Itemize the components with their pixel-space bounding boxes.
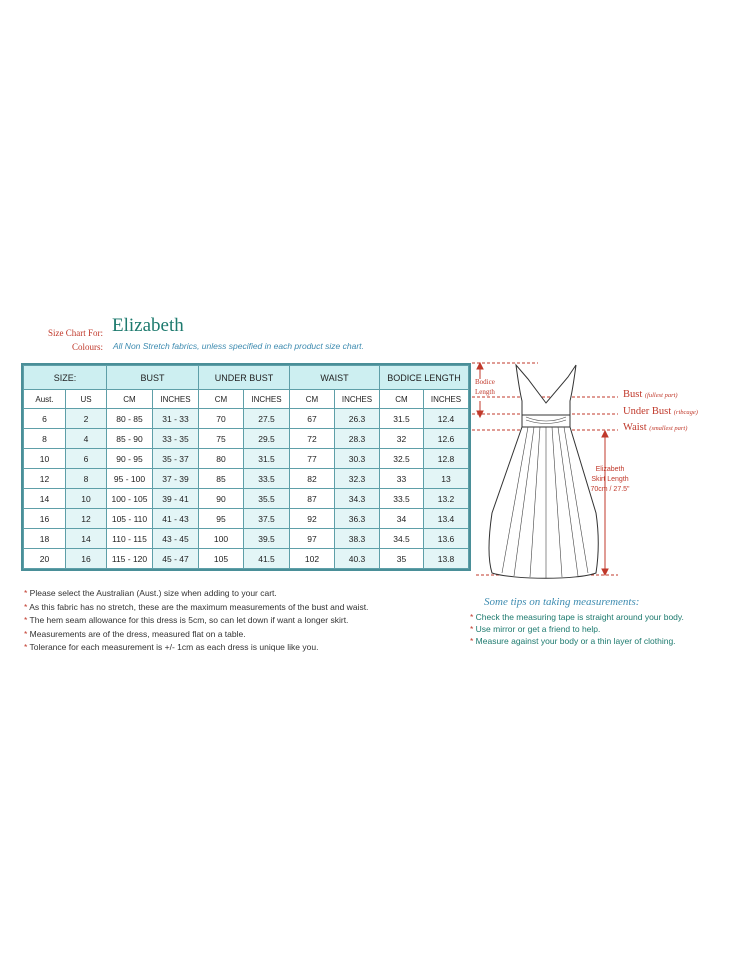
cell: 12 <box>66 509 107 529</box>
cell: 110 - 115 <box>107 529 153 549</box>
tip-item: * Check the measuring tape is straight around your body. <box>470 612 684 622</box>
cell: 75 <box>199 429 244 449</box>
cell: 10 <box>66 489 107 509</box>
table-row <box>24 429 469 449</box>
under-bust-label: Under Bust (ribcage) <box>623 406 698 417</box>
cell: 35 <box>380 549 424 569</box>
bodice-length-label: Bodice Length <box>475 378 495 396</box>
col-us: US <box>66 390 107 409</box>
cell: 115 - 120 <box>107 549 153 569</box>
cell: 92 <box>290 509 335 529</box>
col-underbust-inches: INCHES <box>244 390 290 409</box>
tip-item: * Measure against your body or a thin layer of clothing. <box>470 636 676 646</box>
cell: 77 <box>290 449 335 469</box>
size-table <box>23 365 469 569</box>
table-group-header <box>24 366 469 390</box>
cell: 31.5 <box>244 449 290 469</box>
cell: 33.5 <box>244 469 290 489</box>
note-item: * The hem seam allowance for this dress is 5cm, so can let down if want a longer skirt. <box>24 615 349 625</box>
cell: 32.3 <box>335 469 380 489</box>
size-chart-label: Size Chart For: <box>48 328 103 338</box>
cell: 105 <box>199 549 244 569</box>
cell: 38.3 <box>335 529 380 549</box>
cell: 14 <box>24 489 66 509</box>
table-row <box>24 449 469 469</box>
group-bust: BUST <box>107 366 199 390</box>
cell: 13 <box>424 469 469 489</box>
colours-value: All Non Stretch fabrics, unless specified in each product size chart. <box>113 341 364 351</box>
cell: 33 <box>380 469 424 489</box>
notes-list <box>24 587 368 655</box>
tips-title: Some tips on taking measurements: <box>484 596 640 608</box>
cell: 13.6 <box>424 529 469 549</box>
cell: 70 <box>199 409 244 429</box>
group-waist: WAIST <box>290 366 380 390</box>
group-under-bust: UNDER BUST <box>199 366 290 390</box>
tip-item: * Use mirror or get a friend to help. <box>470 624 601 634</box>
cell: 27.5 <box>244 409 290 429</box>
col-bust-cm: CM <box>107 390 153 409</box>
cell: 39 - 41 <box>153 489 199 509</box>
col-aust: Aust. <box>24 390 66 409</box>
cell: 6 <box>24 409 66 429</box>
table-row <box>24 469 469 489</box>
cell: 2 <box>66 409 107 429</box>
cell: 80 - 85 <box>107 409 153 429</box>
cell: 80 <box>199 449 244 469</box>
cell: 41 - 43 <box>153 509 199 529</box>
group-bodice-length: BODICE LENGTH <box>380 366 469 390</box>
cell: 41.5 <box>244 549 290 569</box>
cell: 33.5 <box>380 489 424 509</box>
note-item: * As this fabric has no stretch, these are the maximum measurements of the bust and waist. <box>24 601 369 612</box>
cell: 8 <box>24 429 66 449</box>
cell: 13.4 <box>424 509 469 529</box>
tips-list <box>470 611 684 647</box>
table-row <box>24 529 469 549</box>
cell: 90 - 95 <box>107 449 153 469</box>
cell: 102 <box>290 549 335 569</box>
cell: 90 <box>199 489 244 509</box>
cell: 34 <box>380 509 424 529</box>
bust-label: Bust (fullest part) <box>623 389 678 400</box>
cell: 35 - 37 <box>153 449 199 469</box>
cell: 85 <box>199 469 244 489</box>
cell: 100 - 105 <box>107 489 153 509</box>
cell: 82 <box>290 469 335 489</box>
cell: 100 <box>199 529 244 549</box>
cell: 4 <box>66 429 107 449</box>
cell: 10 <box>24 449 66 469</box>
table-row <box>24 489 469 509</box>
cell: 34.3 <box>335 489 380 509</box>
cell: 20 <box>24 549 66 569</box>
col-underbust-cm: CM <box>199 390 244 409</box>
cell: 31.5 <box>380 409 424 429</box>
cell: 26.3 <box>335 409 380 429</box>
cell: 95 <box>199 509 244 529</box>
col-bust-inches: INCHES <box>153 390 199 409</box>
note-item: * Tolerance for each measurement is +/- 1cm as each dress is unique like you. <box>24 642 319 652</box>
cell: 67 <box>290 409 335 429</box>
cell: 36.3 <box>335 509 380 529</box>
table-row <box>24 549 469 569</box>
cell: 8 <box>66 469 107 489</box>
waist-label: Waist (smallest part) <box>623 422 688 433</box>
cell: 16 <box>66 549 107 569</box>
cell: 72 <box>290 429 335 449</box>
cell: 29.5 <box>244 429 290 449</box>
col-waist-cm: CM <box>290 390 335 409</box>
cell: 87 <box>290 489 335 509</box>
cell: 18 <box>24 529 66 549</box>
cell: 37.5 <box>244 509 290 529</box>
cell: 39.5 <box>244 529 290 549</box>
cell: 33 - 35 <box>153 429 199 449</box>
col-waist-inches: INCHES <box>335 390 380 409</box>
cell: 37 - 39 <box>153 469 199 489</box>
cell: 31 - 33 <box>153 409 199 429</box>
cell: 12.8 <box>424 449 469 469</box>
cell: 43 - 45 <box>153 529 199 549</box>
note-item: * Measurements are of the dress, measured flat on a table. <box>24 628 246 639</box>
cell: 85 - 90 <box>107 429 153 449</box>
cell: 12.4 <box>424 409 469 429</box>
table-subheader <box>24 390 469 409</box>
colours-label: Colours: <box>71 342 103 352</box>
cell: 32.5 <box>380 449 424 469</box>
cell: 16 <box>24 509 66 529</box>
cell: 40.3 <box>335 549 380 569</box>
cell: 12 <box>24 469 66 489</box>
cell: 30.3 <box>335 449 380 469</box>
cell: 45 - 47 <box>153 549 199 569</box>
product-name: Elizabeth <box>112 315 184 336</box>
cell: 14 <box>66 529 107 549</box>
cell: 6 <box>66 449 107 469</box>
note-item: * Please select the Australian (Aust.) size when adding to your cart. <box>24 588 277 598</box>
cell: 12.6 <box>424 429 469 449</box>
table-row <box>24 509 469 529</box>
cell: 95 - 100 <box>107 469 153 489</box>
cell: 35.5 <box>244 489 290 509</box>
dress-diagram <box>468 355 730 590</box>
cell: 97 <box>290 529 335 549</box>
cell: 28.3 <box>335 429 380 449</box>
col-bodice-cm: CM <box>380 390 424 409</box>
cell: 105 - 110 <box>107 509 153 529</box>
cell: 13.8 <box>424 549 469 569</box>
cell: 32 <box>380 429 424 449</box>
cell: 34.5 <box>380 529 424 549</box>
cell: 13.2 <box>424 489 469 509</box>
col-bodice-inches: INCHES <box>424 390 469 409</box>
group-size: SIZE: <box>24 366 107 390</box>
skirt-length-label: Elizabeth Skirt Length 70cm / 27.5" <box>590 466 630 493</box>
table-row <box>24 409 469 429</box>
